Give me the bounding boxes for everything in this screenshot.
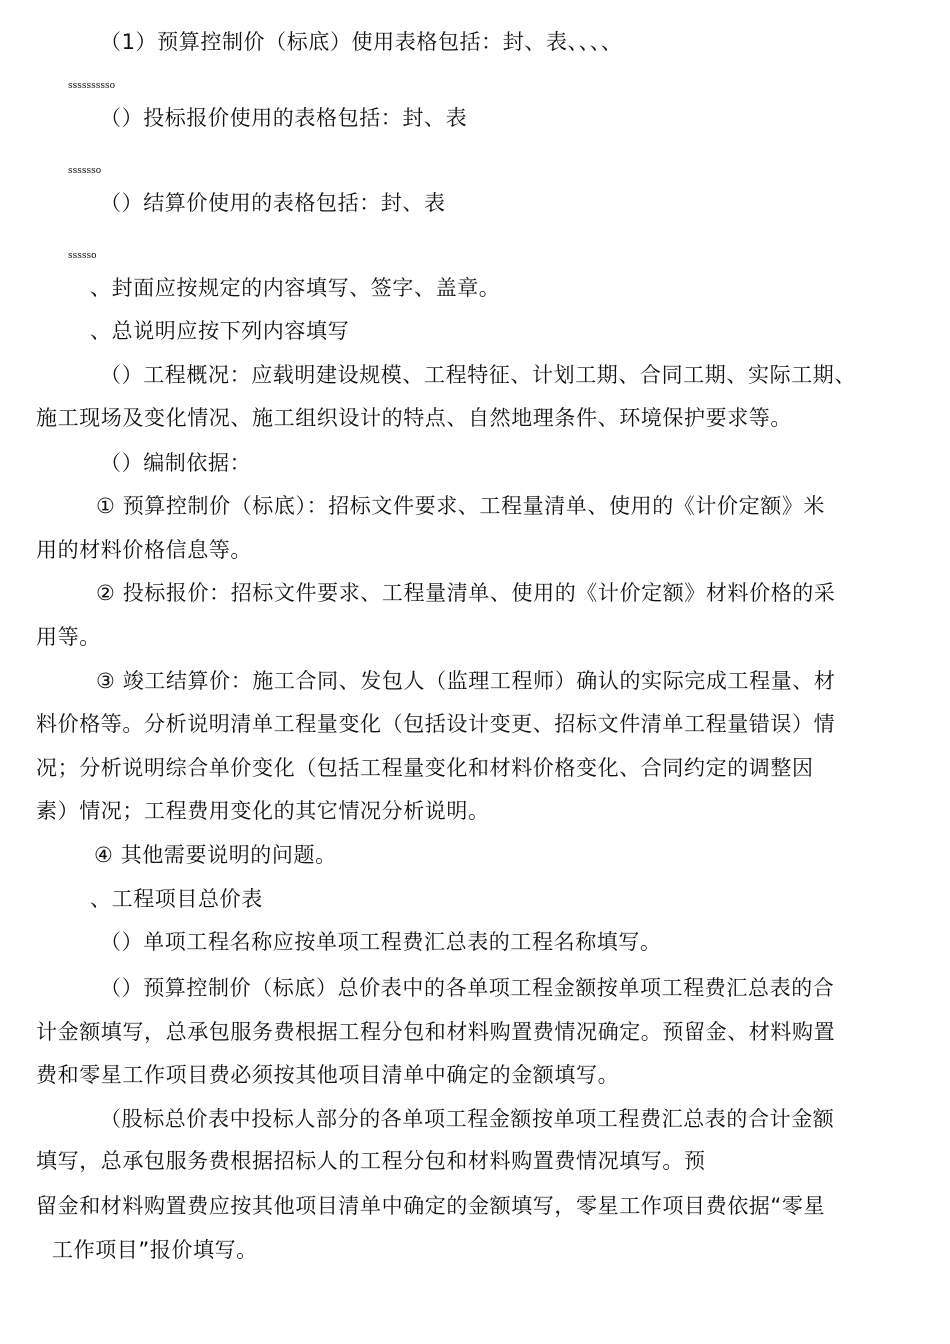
line-25: 费和零星工作项目费必须按其他项目清单中确定的金额填写。: [36, 1063, 620, 1087]
line-2-small: ssssssssso: [68, 81, 115, 91]
line-20: ④ 其他需要说明的问题。: [94, 843, 337, 867]
line-19: 素）情况；工程费用变化的其它情况分析说明。: [36, 799, 490, 823]
line-12: ① 预算控制价（标底）：招标文件要求、工程量清单、使用的《计价定额》米: [96, 494, 825, 518]
line-13: 用的材料价格信息等。: [36, 538, 252, 562]
line-6-small: ssssso: [68, 251, 97, 261]
line-16: ③ 竣工结算价：施工合同、发包人（监理工程师）确认的实际完成工程量、材: [96, 669, 836, 693]
line-14: ② 投标报价：招标文件要求、工程量清单、使用的《计价定额》材料价格的采: [96, 581, 836, 605]
line-17: 料价格等。分析说明清单工程量变化（包括设计变更、招标文件清单工程量错误）情: [36, 712, 836, 736]
line-1: （1）预算控制价（标底）使用表格包括：封、表、、、、: [100, 30, 623, 54]
line-15: 用等。: [36, 625, 101, 649]
line-28: 留金和材料购置费应按其他项目清单中确定的金额填写，零星工作项目费依据“零星: [36, 1194, 826, 1218]
line-9: （）工程概况：应载明建设规模、工程特征、计划工期、合同工期、实际工期、: [100, 363, 856, 387]
line-24: 计金额填写，总承包服务费根据工程分包和材料购置费情况确定。预留金、材料购置: [36, 1020, 836, 1044]
line-5: （）结算价使用的表格包括：封、表: [100, 191, 446, 215]
line-21: 、工程项目总价表: [90, 887, 263, 911]
line-23: （）预算控制价（标底）总价表中的各单项工程金额按单项工程费汇总表的合: [100, 976, 835, 1000]
line-26: （股标总价表中投标人部分的各单项工程金额按单项工程费汇总表的合计金额: [100, 1107, 835, 1131]
line-7: 、封面应按规定的内容填写、签字、盖章。: [90, 276, 501, 300]
line-22: （）单项工程名称应按单项工程费汇总表的工程名称填写。: [100, 930, 662, 954]
line-10: 施工现场及变化情况、施工组织设计的特点、自然地理条件、环境保护要求等。: [36, 406, 792, 430]
line-4-small: sssssso: [68, 166, 102, 176]
line-27: 填写，总承包服务费根据招标人的工程分包和材料购置费情况填写。预: [36, 1149, 706, 1173]
line-29: 工作项目”报价填写。: [52, 1238, 258, 1262]
line-18: 况；分析说明综合单价变化（包括工程量变化和材料价格变化、合同约定的调整因: [36, 756, 814, 780]
line-8: 、总说明应按下列内容填写: [90, 319, 350, 343]
line-11: （）编制依据：: [100, 451, 252, 475]
line-3: （）投标报价使用的表格包括：封、表: [100, 106, 468, 130]
